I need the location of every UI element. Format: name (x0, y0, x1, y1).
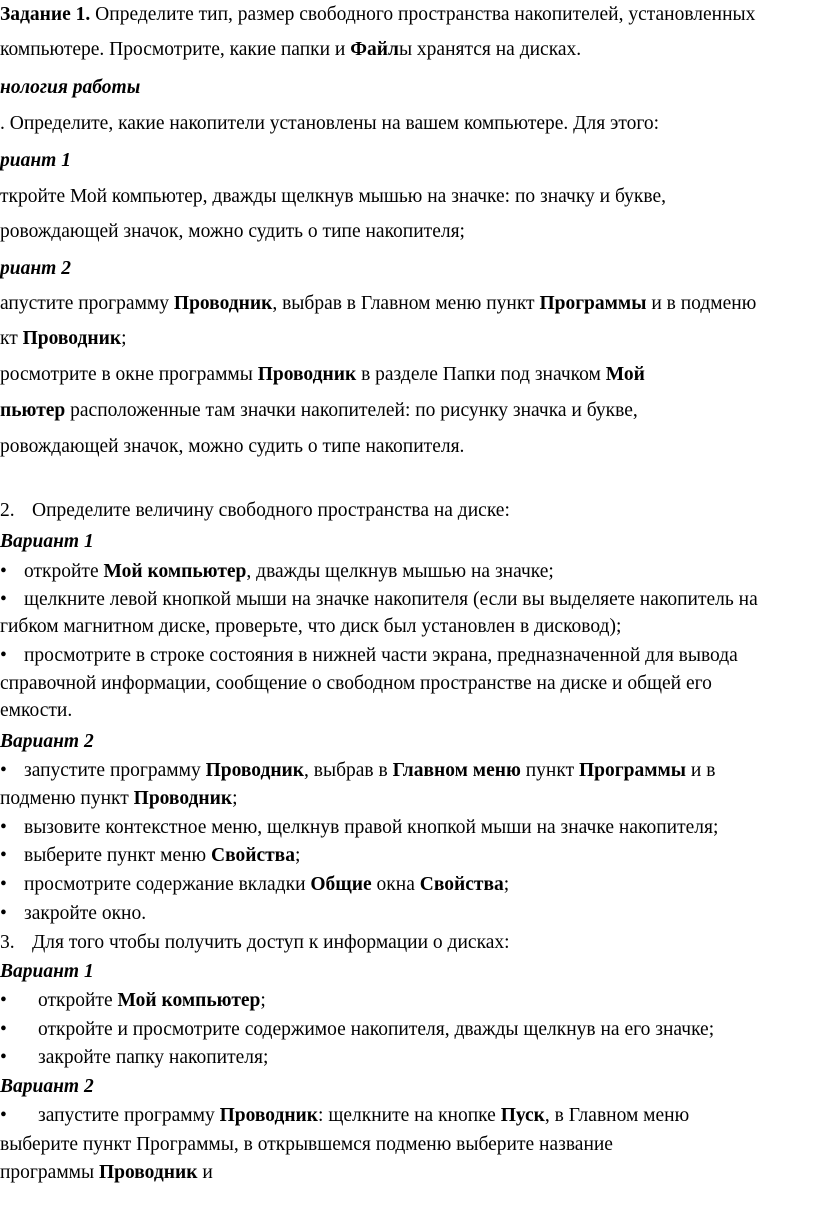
list-item-continuation (0, 786, 238, 812)
bold-run: Проводник (173, 293, 273, 314)
text-run: просмотрите содержание вкладки (24, 874, 311, 895)
text-run: откройте (38, 990, 118, 1011)
list-item (0, 643, 738, 669)
bullet: • (0, 645, 7, 666)
bold-run: Программы (579, 760, 687, 781)
step-text: Для того чтобы получить доступ к информации о дисках: (32, 932, 510, 953)
list-item-continuation: справочной информации, сообщение о свободном пространстве на диске и общей его (0, 673, 712, 694)
variant-heading: Вариант 2 (0, 731, 94, 752)
text-run: и в (686, 760, 716, 781)
list-item (0, 1103, 689, 1129)
bold-run: Главном меню (392, 760, 521, 781)
paragraph-line (0, 398, 638, 424)
text-run: откройте и просмотрите содержимое накопителя, дважды щелкнув на его значке; (38, 1019, 715, 1040)
text-run: ; (503, 874, 510, 895)
task-line-1 (0, 2, 755, 28)
bullet: • (0, 1047, 7, 1068)
list-item-continuation (0, 1160, 213, 1186)
list-item-continuation: емкости. (0, 700, 73, 721)
bold-run: Пуск (500, 1105, 545, 1126)
text-run: щелкните левой кнопкой мыши на значке накопителя (если вы выделяете накопитель на (24, 589, 758, 610)
text-run: подменю пункт (0, 788, 134, 809)
step-number: 2. (0, 500, 15, 521)
text-run: закройте окно. (24, 903, 147, 924)
variant-heading: Вариант 2 (0, 1076, 94, 1097)
step-number: 3. (0, 932, 15, 953)
text-run: в разделе Папки под значком (356, 364, 606, 385)
text-run: откройте (24, 561, 104, 582)
step-3-intro (0, 930, 510, 956)
bold-run: Свойства (419, 874, 504, 895)
paragraph-line (0, 326, 126, 352)
text-run: , дважды щелкнув мышью на значке; (246, 561, 554, 582)
list-item (0, 843, 300, 869)
text-run: и в подменю (646, 293, 757, 314)
bold-run: Проводник (133, 788, 233, 809)
text-run: росмотрите в окне программы (0, 364, 258, 385)
variant-heading: Вариант 1 (0, 961, 94, 982)
text-run: , выбрав в Главном меню пункт (272, 293, 540, 314)
bullet: • (0, 1019, 7, 1040)
task-text: ы хранятся на дисках. (398, 39, 582, 60)
bold-run: Проводник (99, 1162, 198, 1183)
bold-run: Проводник (205, 760, 305, 781)
text-run: ; (121, 328, 127, 349)
text-run: ; (294, 845, 301, 866)
list-item (0, 758, 715, 784)
bullet: • (0, 903, 7, 924)
bold-run: Мой (605, 364, 645, 385)
variant-heading: Вариант 1 (0, 531, 94, 552)
text-run: выберите пункт меню (24, 845, 211, 866)
list-item (0, 587, 758, 613)
bullet: • (0, 874, 7, 895)
task-line-2 (0, 37, 581, 63)
paragraph-line (0, 362, 645, 388)
step-2-intro (0, 498, 510, 524)
text-run: программы (0, 1162, 99, 1183)
paragraph-line (0, 291, 756, 317)
text-run: запустите программу (38, 1105, 220, 1126)
bullet: • (0, 1105, 7, 1126)
list-item (0, 1045, 268, 1071)
section-heading: нология работы (0, 77, 141, 98)
task-label: Задание 1. (0, 4, 91, 25)
list-item (0, 872, 509, 898)
variant-heading: риант 1 (0, 150, 71, 171)
text-run: ; (260, 990, 266, 1011)
task-text: Определите тип, размер свободного пространства накопителей, установленных (90, 4, 756, 25)
paragraph-line: ткройте Мой компьютер, дважды щелкнув мышью на значке: по значку и букве, (0, 186, 667, 207)
list-item (0, 988, 266, 1014)
bold-run: Проводник (257, 364, 357, 385)
list-item (0, 559, 554, 585)
list-item (0, 901, 146, 927)
bullet: • (0, 817, 7, 838)
bullet: • (0, 589, 7, 610)
list-item (0, 815, 718, 841)
bold-run: Общие (310, 874, 372, 895)
text-run: вызовите контекстное меню, щелкнув правой кнопкой мыши на значке накопителя; (24, 817, 719, 838)
paragraph-line: ровождающей значок, можно судить о типе накопителя. (0, 436, 465, 457)
text-run: запустите программу (24, 760, 206, 781)
text-run: окна (371, 874, 420, 895)
bold-run: Мой компьютер (117, 990, 261, 1011)
text-run: ; (232, 788, 238, 809)
text-run: апустите программу (0, 293, 174, 314)
text-run: кт (0, 328, 23, 349)
bold-run: пьютер (0, 400, 66, 421)
bold-run: Проводник (22, 328, 122, 349)
text-run: просмотрите в строке состояния в нижней части экрана, предназначенной для вывода (24, 645, 738, 666)
task-emphasis: Файл (350, 39, 399, 60)
bullet: • (0, 990, 7, 1011)
text-run: , выбрав в (304, 760, 393, 781)
variant-heading: риант 2 (0, 258, 71, 279)
bold-run: Программы (539, 293, 647, 314)
list-item-continuation: выберите пункт Программы, в открывшемся подменю выберите название (0, 1134, 613, 1155)
text-run: закройте папку накопителя; (38, 1047, 269, 1068)
bullet: • (0, 845, 7, 866)
bold-run: Мой компьютер (103, 561, 247, 582)
task-text: компьютере. Просмотрите, какие папки и (0, 39, 351, 60)
text-run: и (197, 1162, 213, 1183)
text-run: : щелкните на кнопке (318, 1105, 501, 1126)
list-item (0, 1017, 714, 1043)
text-run: пункт (520, 760, 579, 781)
text-run: расположенные там значки накопителей: по рисунку значка и букве, (65, 400, 638, 421)
text-run: , в Главном меню (544, 1105, 690, 1126)
bullet: • (0, 561, 7, 582)
step-1-intro: . Определите, какие накопители установлены на вашем компьютере. Для этого: (0, 113, 660, 134)
bullet: • (0, 760, 7, 781)
bold-run: Свойства (210, 845, 295, 866)
bold-run: Проводник (219, 1105, 319, 1126)
paragraph-line: ровождающей значок, можно судить о типе накопителя; (0, 221, 465, 242)
list-item-continuation: гибком магнитном диске, проверьте, что диск был установлен в дисковод); (0, 616, 622, 637)
step-text: Определите величину свободного пространства на диске: (32, 500, 510, 521)
